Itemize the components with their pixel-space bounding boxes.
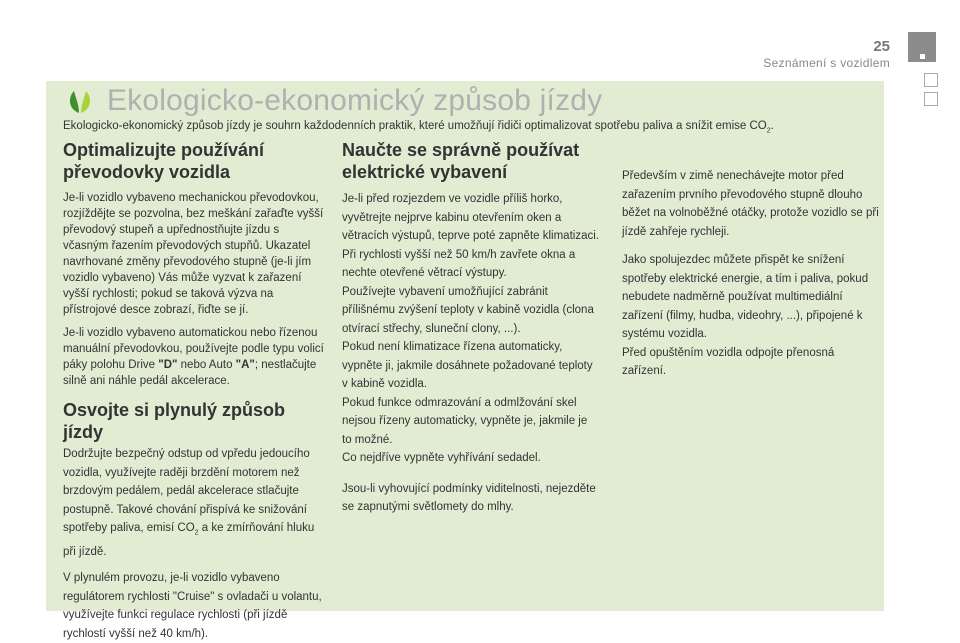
paragraph-air-conditioning: Pokud není klimatizace řízena automaticky, vypněte ji, jakmile dosáhnete požadované teploty v kabině vozidla.	[342, 341, 593, 390]
paragraph-idle-engine: Především v zimě nenechávejte motor před zařazením prvního převodového stupně dlouho běžet na volnoběžné otáčky, protože vozidlo se při jízdě zahřeje rychleji.	[622, 170, 879, 238]
heading-smooth-driving: Osvojte si plynulý způsob jízdy	[63, 400, 286, 442]
chapter-tab[interactable]	[924, 73, 938, 87]
paragraph-sun-blinds: Používejte vybavení umožňující zabránit přílišnému zvýšení teploty v kabině vozidla (clona otvírací střechy, sluneční clony, ...).	[342, 285, 594, 335]
middle-column	[342, 139, 600, 517]
page-number: 25	[873, 38, 890, 55]
heading-transmission: Optimalizujte používání převodovky vozidla	[63, 140, 265, 182]
paragraph-cruise-control: V plynulém provozu, je-li vozidlo vybaveno regulátorem rychlosti "Cruise" s ovladači u volantu, využívejte funkci regulace rychlosti (při jízdě rychlostí vyšší než 40 km/h).	[63, 572, 322, 640]
paragraph-ventilate: Je-li před rozjezdem ve vozidle příliš horko, vyvětrejte nejprve kabinu otevřením oken a větracích výstupů, teprve poté zapněte klimatizaci.	[342, 193, 599, 242]
chapter-tab-active[interactable]	[908, 32, 936, 62]
section-name: Seznámení s vozidlem	[763, 56, 890, 70]
paragraph-multimedia: Jako spolujezdec můžete přispět ke snížení spotřeby elektrické energie, a tím i paliva, pokud nebudete nadměrně používat multimediální zařízení (filmy, hudba, videohry, ...), připojené k systému vozidla.	[622, 254, 869, 340]
heading-electrical-equipment: Naučte se správně používat elektrické vybavení	[342, 140, 580, 182]
eco-leaf-icon	[64, 89, 96, 115]
paragraph-manual-gearbox: Je-li vozidlo vybaveno mechanickou převodovkou, rozjíždějte se pozvolna, bez meškání zařaďte vyšší převodový stupeň a upřednostňujte jízdu s včasným řazením převodových stupňů. Ukazatel navrhované změny převodového stupně (je-li jím vozidlo vybaveno) Vás může vyzvat k zařazení vyšší rychlosti; pokud se taková výzva na přístrojové desce zobrazí, řiďte se jí.	[63, 192, 324, 316]
paragraph-close-windows: Při rychlosti vyšší než 50 km/h zavřete okna a nechte otevřené větrací výstupy.	[342, 248, 576, 279]
left-column	[63, 139, 325, 643]
paragraph-automatic-gearbox: Je-li vozidlo vybaveno automatickou nebo řízenou manuální převodovkou, používejte podle typu volicí páky polohu Drive "D" nebo Auto "A"; nestlačujte silně ani náhle pedál akcelerace.	[63, 327, 324, 387]
tab-marker-icon	[920, 54, 925, 59]
page-title: Ekologicko-ekonomický způsob jízdy	[107, 84, 603, 117]
paragraph-heated-seats: Co nejdříve vypněte vyhřívání sedadel.	[342, 452, 541, 464]
paragraph-unplug-devices: Před opuštěním vozidla odpojte přenosná zařízení.	[622, 346, 835, 377]
right-column	[622, 167, 880, 381]
paragraph-safe-distance: Dodržujte bezpečný odstup od vpředu jedoucího vozidla, využívejte raději brzdění motorem než brzdovým pedálem, pedál akcelerace stlačujte postupně. Takové chování přispívá ke snižování spotřeby paliva, emisí $CO_2$ a ke zmírňování hluku při jízdě.	[63, 448, 315, 558]
paragraph-demisting: Pokud funkce odmrazování a odmlžování skel nejsou řízeny automaticky, vypněte je, jakmile je to možné.	[342, 396, 588, 446]
intro-text: Ekologicko-ekonomický způsob jízdy je souhrn každodenních praktik, které umožňují řidiči optimalizovat spotřebu paliva a snížit emise $CO_2$.	[63, 120, 774, 135]
chapter-tab[interactable]	[924, 92, 938, 106]
paragraph-fog-lamps: Jsou-li vyhovující podmínky viditelnosti, nejezděte se zapnutými světlomety do mlhy.	[342, 482, 596, 513]
